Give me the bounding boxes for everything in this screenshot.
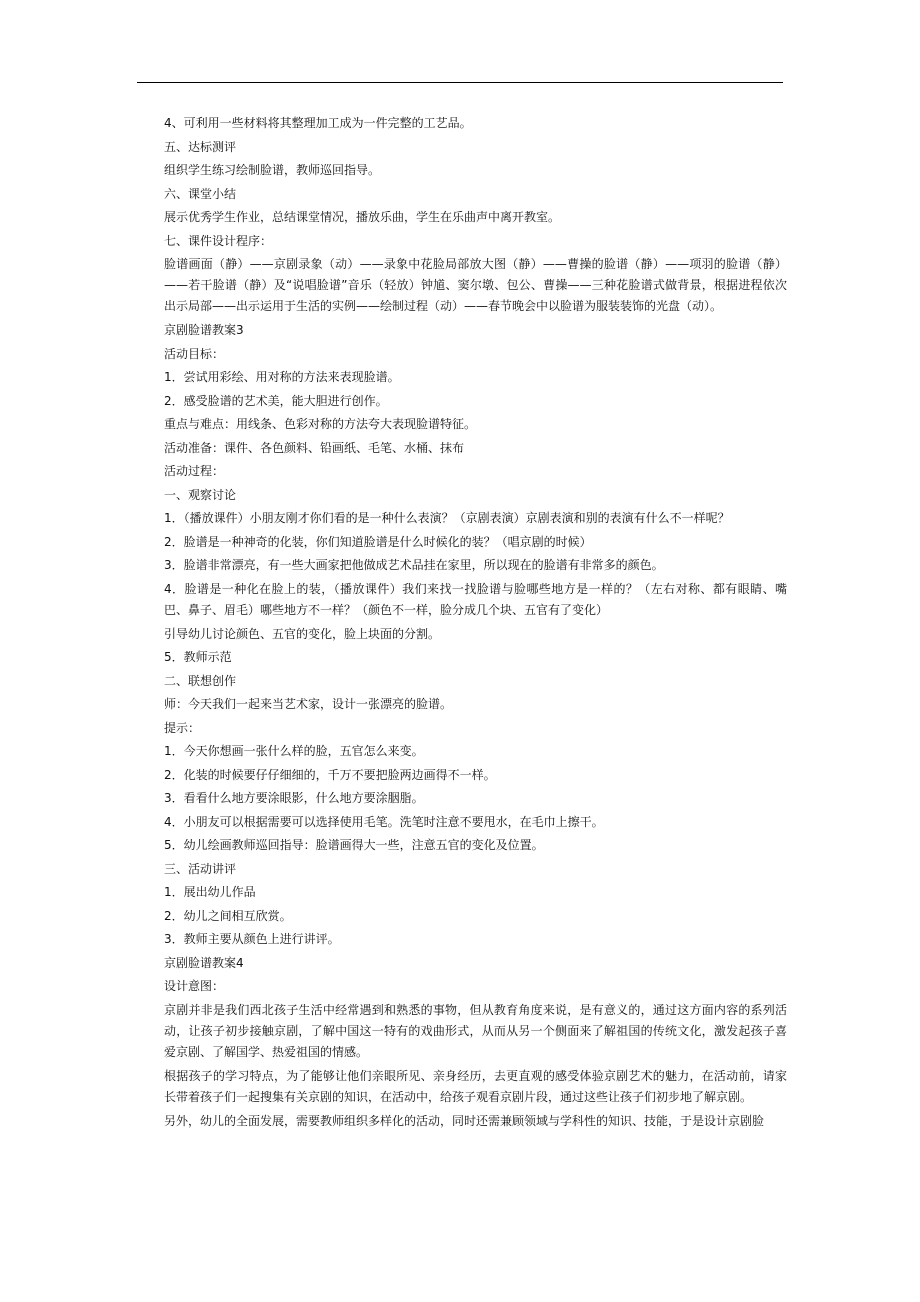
list-item: 1．展出幼儿作品 bbox=[164, 885, 256, 899]
list-item: 3．教师主要从颜色上进行讲评。 bbox=[164, 932, 340, 946]
list-item: 4．小朋友可以根据需要可以选择使用毛笔。洗笔时注意不要甩水，在毛巾上擦干。 bbox=[164, 814, 604, 829]
list-item: 1．尝试用彩绘、用对称的方法来表现脸谱。 bbox=[164, 370, 400, 384]
list-item: 2．幼儿之间相互欣赏。 bbox=[164, 908, 292, 923]
paragraph: 脸谱画面（静）——京剧录象（动）——录象中花脸局部放大图（静）——曹操的脸谱（静）——项羽的脸谱（静）——若干脸谱（静）及“说唱脸谱”音乐（轻放）钟馗、窦尔墩、包公、曹操——三种花脸谱式做背景，根据进程依次出示局部——出示运用于生活的实例——绘制过程（动）——春节晚会中以脸谱为服装装饰的光盘（动）。 bbox=[164, 257, 787, 313]
list-item: 3．脸谱非常漂亮，有一些大画家把他做成艺术品挂在家里，所以现在的脸谱有非常多的颜色。 bbox=[164, 558, 664, 572]
section-heading: 七、课件设计程序： bbox=[164, 233, 273, 248]
text-line: 提示： bbox=[164, 720, 201, 735]
list-item: 4．脸谱是一种化在脸上的装，（播放课件）我们来找一找脸谱与脸哪些地方是一样的？（左右对称、都有眼睛、嘴巴、鼻子、眉毛）哪些地方不一样？（颜色不一样，脸分成几个块、五官有了变化） bbox=[164, 581, 787, 617]
text-line: 4、可利用一些材料将其整理加工成为一件完整的工艺品。 bbox=[164, 116, 472, 130]
list-item: 1．（播放课件）小朋友刚才你们看的是一种什么表演？（京剧表演）京剧表演和别的表演有什么不一样呢？ bbox=[164, 511, 730, 525]
list-item: 2．感受脸谱的艺术美，能大胆进行创作。 bbox=[164, 393, 388, 408]
list-item: 5．教师示范 bbox=[164, 650, 232, 664]
paragraph: 根据孩子的学习特点，为了能够让他们亲眼所见、亲身经历，去更直观的感受体验京剧艺术的魅力，在活动前，请家长带着孩子们一起搜集有关京剧的知识，在活动中，给孩子观看京剧片段，通过这些让孩子们初步地了解京剧。 bbox=[164, 1068, 787, 1104]
text-line: 活动过程： bbox=[164, 464, 225, 478]
list-item: 1．今天你想画一张什么样的脸，五官怎么来变。 bbox=[164, 744, 424, 758]
paragraph: 另外，幼儿的全面发展，需要教师组织多样化的活动，同时还需兼顾领域与学科性的知识、技能，于是设计京剧脸 bbox=[164, 1113, 765, 1128]
text-line: 引导幼儿讨论颜色、五官的变化，脸上块面的分割。 bbox=[164, 626, 441, 641]
text-line: 组织学生练习绘制脸谱，教师巡回指导。 bbox=[164, 163, 381, 177]
list-item: 2．化装的时候要仔仔细细的，千万不要把脸两边画得不一样。 bbox=[164, 767, 496, 782]
text-line: 师：今天我们一起来当艺术家，设计一张漂亮的脸谱。 bbox=[164, 697, 453, 711]
text-line: 展示优秀学生作业，总结课堂情况，播放乐曲，学生在乐曲声中离开教室。 bbox=[164, 210, 561, 224]
list-item: 5．幼儿绘画教师巡回指导：脸谱画得大一些，注意五官的变化及位置。 bbox=[164, 838, 544, 852]
text-line: 重点与难点：用线条、色彩对称的方法夸大表现脸谱特征。 bbox=[164, 417, 477, 431]
section-heading: 二、联想创作 bbox=[164, 673, 237, 688]
header-rule bbox=[137, 82, 783, 83]
text-line: 活动准备：课件、各色颜料、铅画纸、毛笔、水桶、抹布 bbox=[164, 440, 465, 455]
section-heading: 三、活动讲评 bbox=[164, 861, 237, 876]
lesson-title: 京剧脸谱教案3 bbox=[164, 323, 244, 337]
document-body bbox=[137, 112, 787, 1134]
paragraph: 京剧并非是我们西北孩子生活中经常遇到和熟悉的事物，但从教育角度来说，是有意义的，通过这方面内容的系列活动，让孩子初步接触京剧，了解中国这一特有的戏曲形式，从而从另一个侧面来了解祖国的传统文化，激发起孩子喜爱京剧、了解国学、热爱祖国的情感。 bbox=[164, 1002, 787, 1059]
lesson-title: 京剧脸谱教案4 bbox=[164, 955, 244, 970]
section-heading: 五、达标测评 bbox=[164, 139, 237, 154]
section-heading: 一、观察讨论 bbox=[164, 487, 237, 502]
text-line: 活动目标： bbox=[164, 346, 225, 361]
section-heading: 六、课堂小结 bbox=[164, 186, 237, 201]
list-item: 3．看看什么地方要涂眼影，什么地方要涂胭脂。 bbox=[164, 791, 424, 805]
text-line: 设计意图： bbox=[164, 979, 225, 993]
list-item: 2．脸谱是一种神奇的化装，你们知道脸谱是什么时候化的装？（唱京剧的时候） bbox=[164, 534, 592, 549]
